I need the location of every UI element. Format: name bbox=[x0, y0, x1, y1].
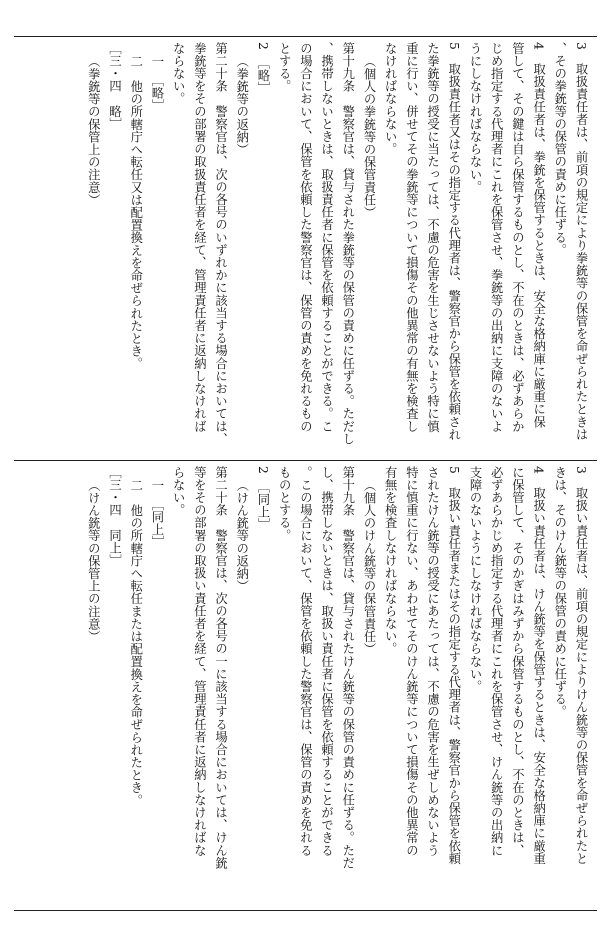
old-line-20: ならない。 bbox=[171, 42, 186, 105]
old-line-16: 2 ［略］ bbox=[255, 42, 270, 95]
old-heading-return: （拳銃等の返納） bbox=[234, 55, 249, 156]
old-line-13: 、携帯しないときは、取扱責任者に保管を依頼することができる。こ bbox=[319, 42, 334, 433]
old-line-3: 4 取扱責任者は、拳銃を保管するときは、安全な格納庫に厳重に保 bbox=[531, 42, 546, 429]
old-line-7: 5 取扱責任者又はその指定する代理者は、警察官から保管を依頼され bbox=[446, 42, 461, 441]
old-version-section bbox=[14, 38, 597, 458]
old-line-14: の場合において、保管を依頼した警察官は、保管の責めを免れるもの bbox=[298, 42, 313, 433]
new-item-1: 一 ［同上］ bbox=[149, 479, 164, 549]
new-line-15: ものとする。 bbox=[277, 466, 292, 542]
new-line-4: に保管して、そのかぎはみずから保管するものとし、不在のときは、 bbox=[510, 466, 525, 857]
new-heading-personal: （個人のけん銃等の保管責任） bbox=[361, 479, 376, 656]
new-version-section bbox=[14, 462, 597, 908]
old-line-19: 拳銃等をその部署の取扱責任者を経て、管理責任者に返納しなければ bbox=[192, 42, 207, 433]
old-line-2: 、その拳銃等の保管の責めに任ずる。 bbox=[552, 42, 567, 257]
old-line-5: じめ指定する代理者にこれを保管させ、拳銃等の出納に支障のないよ bbox=[489, 42, 504, 433]
old-line-6: うにしなければならない。 bbox=[467, 42, 482, 194]
old-item-2: 二 他の所轄庁へ転任又は配置換えを命ぜられたとき。 bbox=[128, 55, 143, 370]
bottom-rule bbox=[14, 910, 597, 911]
new-line-13: し、携帯しないときは、取扱い責任者に保管を依頼することができる bbox=[319, 466, 334, 857]
new-line-7: 5 取扱い責任者またはその指定する代理者は、警察官から保管を依頼 bbox=[446, 466, 461, 865]
new-line-19: 等をその部署の取扱い責任者を経て、管理責任者に返納しなければな bbox=[192, 466, 207, 857]
old-article-19: 第十九条 警察官は、貸与された拳銃等の保管の責めに任ずる。ただし bbox=[340, 42, 355, 446]
new-line-10: 有無を検査しなければならない。 bbox=[383, 466, 398, 655]
new-line-1: 3 取扱い責任者は、前項の規定によりけん銃等の保管を命ぜられたと bbox=[574, 466, 588, 865]
new-line-20: らない。 bbox=[171, 466, 186, 517]
new-article-20: 第二十条 警察官は、次の各号の一に該当する場合においては、けん銃 bbox=[213, 466, 228, 870]
new-heading-return: （けん銃等の返納） bbox=[234, 479, 249, 593]
old-items-3-4: ［三・四 略］ bbox=[107, 42, 122, 131]
new-heading-storage-notes: （けん銃等の保管上の注意） bbox=[86, 479, 101, 643]
new-item-2: 二 他の所轄庁へ転任または配置換えを命ぜられたとき。 bbox=[128, 479, 143, 807]
old-item-1: 一 ［略］ bbox=[149, 55, 164, 112]
new-line-9: 特に慎重に行ない、あわせてそのけん銃等について損傷その他異常の bbox=[404, 466, 419, 857]
top-rule bbox=[14, 36, 597, 37]
new-line-5: 必ずあらかじめ指定する代理者にこれを保管させ、けん銃等の出納に bbox=[489, 466, 504, 857]
old-heading-personal: （個人の拳銃等の保管責任） bbox=[361, 55, 376, 219]
new-line-6: 支障のないようにしなければならない。 bbox=[467, 466, 482, 693]
old-line-15: とする。 bbox=[277, 42, 292, 93]
new-line-3: 4 取扱い責任者は、けん銃等を保管するときは、安全な格納庫に厳重 bbox=[531, 466, 546, 865]
new-article-19: 第十九条 警察官は、貸与されたけん銃等の保管の責めに任ずる。ただ bbox=[340, 466, 355, 870]
new-line-2: きは、そのけん銃等の保管の責めに任ずる。 bbox=[552, 466, 567, 718]
old-line-9: 重に行い、併せてその拳銃等について損傷その他異常の有無を検査し bbox=[404, 42, 419, 433]
new-line-8: されたけん銃等の授受にあたっては、不慮の危害を生ぜしめないよう bbox=[425, 466, 440, 857]
old-line-1: 3 取扱責任者は、前項の規定により拳銃等の保管を命ぜられたときは bbox=[574, 42, 588, 441]
new-line-14: 。この場合において、保管を依頼した警察官は、保管の責めを免れる bbox=[298, 466, 313, 857]
old-line-4: 管して、その鍵は自ら保管するものとし、不在のときは、必ずあらか bbox=[510, 42, 525, 433]
section-divider bbox=[14, 460, 597, 461]
old-line-10: なければならない。 bbox=[383, 42, 398, 156]
new-items-3-4: ［三・四 同上］ bbox=[107, 466, 122, 567]
old-line-8: た拳銃等の授受に当たっては、不慮の危害を生じさせないよう特に慎 bbox=[425, 42, 440, 433]
old-article-20: 第二十条 警察官は、次の各号のいずれかに該当する場合においては、 bbox=[213, 42, 228, 446]
old-heading-storage-notes: （拳銃等の保管上の注意） bbox=[86, 55, 101, 207]
new-line-16: 2 ［同上］ bbox=[255, 466, 270, 531]
